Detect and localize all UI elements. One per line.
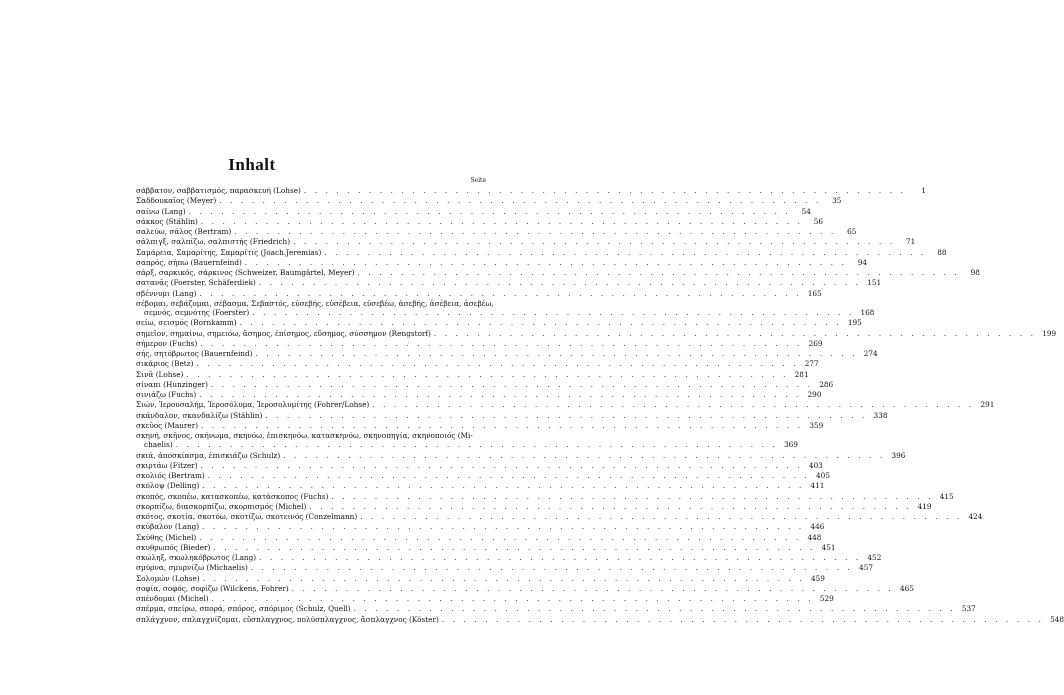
toc-entry: [136, 410, 888, 421]
dot-leader: . . . . . . . . . . . . . . . . . . . . . . . . . . . . . . . . . . . . . . . . . . . . . . . . . . . . . . . .: [202, 574, 805, 583]
toc-entry: [136, 563, 873, 573]
toc-entry-page: 424: [968, 512, 983, 521]
toc-entry-title: σκηνή, σκῆνος, σκήνωμα, σκηνόω, ἐπισκηνόω, κατασκηνόω, σκηνοπηγία, σκηνοποιός (Mi-: [136, 431, 473, 440]
dot-leader: . . . . . . . . . . . . . . . . . . . . . . . . . . . . . . . . . . . . . . . . . . . . . . . . . . . . . . . .: [331, 492, 934, 501]
toc-entry-title: σπλάγχνον, σπλαγχνίζομαι, εὔσπλαγχνος, πολύσπλαγχνος, ἄσπλαγχνος (Köster): [136, 614, 439, 624]
toc-entry-title: σαλεύω, σάλος (Bertram): [136, 227, 232, 236]
toc-entry-page: 451: [821, 542, 836, 552]
toc-entry: [136, 431, 798, 451]
dot-leader: . . . . . . . . . . . . . . . . . . . . . . . . . . . . . . . . . . . . . . . . . . . . . . . . . . . . . . . .: [207, 472, 810, 480]
toc-entry-page: 277: [804, 359, 819, 369]
toc-entry: [136, 288, 822, 299]
toc-entry-title: σινιάζω (Fuchs): [136, 390, 197, 399]
toc-entry: [136, 369, 809, 380]
dot-leader: . . . . . . . . . . . . . . . . . . . . . . . . . . . . . . . . . . . . . . . . . . . . . . . . . . . . . . . .: [360, 513, 963, 521]
dot-leader: . . . . . . . . . . . . . . . . . . . . . . . . . . . . . . . . . . . . . . . . . . . . . . . . . . . . . . . .: [211, 595, 814, 603]
toc-entry-page: 465: [900, 583, 914, 593]
toc-entry-page: 548: [1050, 614, 1064, 624]
toc-entry-page: 459: [810, 573, 825, 583]
toc-entry-title: σάρξ, σαρκικός, σάρκινος (Schweizer, Baumgärtel, Meyer): [136, 268, 355, 277]
toc-entry-page: 65: [847, 227, 857, 236]
dot-leader: . . . . . . . . . . . . . . . . . . . . . . . . . . . . . . . . . . . . . . . . . . . . . . . . . . . . . . . .: [309, 502, 912, 511]
dot-leader: . . . . . . . . . . . . . . . . . . . . . . . . . . . . . . . . . . . . . . . . . . . . . . . . . . . . . . . .: [293, 238, 896, 247]
toc-entry-page: 452: [867, 553, 882, 562]
dot-leader: . . . . . . . . . . . . . . . . . . . . . . . . . . . . . . . . . . . . . . . . . . . . . . . . . . . . . . . .: [200, 339, 803, 348]
toc-entry-title: σίναπι (Hunzinger): [136, 379, 208, 389]
toc-entry-title: σκάνδαλον, σκανδαλίζω (Stählin): [136, 410, 263, 420]
toc-entry-title: σκεῦος (Maurer): [136, 420, 199, 430]
toc-entry: [136, 481, 825, 491]
toc-entry-title: σείω, σεισμός (Bornkamm): [136, 318, 237, 328]
dot-leader: . . . . . . . . . . . . . . . . . . . . . . . . . . . . . . . . . . . . . . . . . . . . . . . . . . . . . . . .: [255, 350, 858, 358]
toc-entry-title: σκορπίζω, διασκορπίζω, σκορπισμός (Michel): [136, 501, 307, 511]
toc-entry-page: 1: [921, 186, 927, 195]
toc-entry: [136, 512, 983, 522]
dot-leader: . . . . . . . . . . . . . . . . . . . . . . . . . . . . . . . . . . . . . . . . . . . . . . . . . . . . . . . .: [433, 329, 1037, 338]
toc-entry-title: σκύβαλον (Lang): [136, 522, 200, 532]
toc-entry: [136, 501, 932, 512]
toc-entry-page: 359: [809, 420, 824, 430]
dot-leader: . . . . . . . . . . . . . . . . . . . . . . . . . . . . . . . . . . . . . . . . . . . . . . . . . . . . . . . .: [202, 482, 805, 491]
toc-entry: [136, 268, 980, 278]
toc-entry: [136, 532, 822, 543]
toc-entry-title: Σιών, Ἰερουσαλήμ, Ἱεροσόλυμα, Ἱεροσολυμίτης (Fohrer/Lohse): [136, 400, 370, 410]
toc-entry-title: σάββατον, σαββατισμός, παρασκευή (Lohse): [136, 186, 301, 195]
toc-entry-title: σικάριος (Betz): [136, 359, 194, 369]
toc-entry: [136, 237, 916, 247]
dot-leader: . . . . . . . . . . . . . . . . . . . . . . . . . . . . . . . . . . . . . . . . . . . . . . . . . . . . . . . .: [303, 187, 907, 195]
toc-entry: [136, 338, 823, 349]
toc-entry: [136, 298, 875, 319]
dot-leader: . . . . . . . . . . . . . . . . . . . . . . . . . . . . . . . . . . . . . . . . . . . . . . . . . . . . . . . .: [252, 309, 855, 317]
toc-entry-page: 396: [891, 450, 906, 460]
toc-entry: [136, 542, 836, 553]
toc-entry-page: 411: [810, 481, 825, 491]
toc-entry-title: σαίνω (Lang): [136, 206, 186, 216]
toc-entry-title: Σκύθης (Michel): [136, 532, 197, 542]
toc-entry-page: 281: [794, 369, 809, 379]
dot-leader: . . . . . . . . . . . . . . . . . . . . . . . . . . . . . . . . . . . . . . . . . . . . . . . . . . . . . . . .: [211, 380, 814, 389]
toc-entry-page: 71: [906, 237, 916, 247]
toc-entry-title: σατανᾶς (Foerster, Schäferdiek): [136, 278, 256, 288]
toc-entry-page: 98: [970, 268, 980, 277]
dot-leader: . . . . . . . . . . . . . . . . . . . . . . . . . . . . . . . . . . . . . . . . . . . . . . . . . . . . . . . .: [186, 370, 789, 379]
toc-entry-title: σάλπιγξ, σαλπίζω, σαλπιστής (Friedrich): [136, 237, 291, 247]
toc-entry: [136, 349, 878, 359]
dot-leader: . . . . . . . . . . . . . . . . . . . . . . . . . . . . . . . . . . . . . . . . . . . . . . . . . . . . . . . .: [244, 258, 848, 267]
table-of-contents: [136, 186, 1064, 625]
dot-leader: . . . . . . . . . . . . . . . . . . . . . . . . . . . . . . . . . . . . . . . . . . . . . . . . . . . . . . . .: [201, 421, 804, 430]
toc-entry-page: 448: [807, 532, 822, 542]
toc-entry: [136, 379, 834, 390]
toc-entry: [136, 583, 914, 594]
toc-entry: [136, 420, 824, 431]
toc-entry-title: Σαμάρεια, Σαμαρίτης, Σαμαρῖτις (Joach.Jeremias): [136, 247, 322, 257]
toc-entry: [136, 471, 830, 481]
dot-leader: . . . . . . . . . . . . . . . . . . . . . . . . . . . . . . . . . . . . . . . . . . . . . . . . . . . . . . . .: [199, 391, 802, 399]
toc-entry: [136, 247, 947, 258]
toc-entry: [136, 216, 824, 227]
dot-leader: . . . . . . . . . . . . . . . . . . . . . . . . . . . . . . . . . . . . . . . . . . . . . . . . . . . . . . . .: [199, 533, 802, 542]
toc-entry-page: 94: [857, 257, 868, 267]
toc-entry: [136, 594, 834, 604]
dot-leader: . . . . . . . . . . . . . . . . . . . . . . . . . . . . . . . . . . . . . . . . . . . . . . . . . . . . . . . .: [372, 401, 975, 410]
toc-entry: [136, 553, 882, 563]
toc-entry-title: σπέρμα, σπείρω, σπορά, σπόρος, σπόριμος (Schulz, Quell): [136, 604, 351, 614]
dot-leader: . . . . . . . . . . . . . . . . . . . . . . . . . . . . . . . . . . . . . . . . . . . . . . . . . . . . . . . .: [196, 360, 799, 369]
toc-entry-page: 537: [961, 604, 976, 614]
toc-entry: [136, 186, 927, 196]
toc-entry: [136, 614, 1064, 625]
dot-leader: . . . . . . . . . . . . . . . . . . . . . . . . . . . . . . . . . . . . . . . . . . . . . . . . . . . . . . . .: [234, 228, 837, 236]
toc-entry-page: 405: [816, 471, 830, 480]
toc-entry-title: σκότος, σκοτία, σκοτόω, σκοτίζω, σκοτεινός (Conzelmann): [136, 512, 358, 521]
toc-entry-title: σκιά, ἀποσκίασμα, ἐπισκιάζω (Schulz): [136, 450, 281, 460]
toc-entry-page: 419: [917, 501, 932, 511]
toc-entry: [136, 206, 811, 217]
toc-entry-title: σκώληξ, σκωληκόβρωτος (Lang): [136, 553, 257, 562]
toc-entry-page: 165: [807, 288, 822, 298]
toc-entry-page: 269: [808, 338, 823, 348]
dot-leader: . . . . . . . . . . . . . . . . . . . . . . . . . . . . . . . . . . . . . . . . . . . . . . . . . . . . . . . .: [188, 207, 791, 216]
toc-entry: [136, 359, 819, 369]
toc-entry-title: Σαδδουκαῖος (Meyer): [136, 196, 217, 206]
toc-entry-page: 88: [937, 247, 947, 257]
toc-entry: [136, 390, 822, 400]
toc-entry: [136, 522, 825, 532]
toc-entry-page: 274: [863, 349, 878, 358]
toc-entry-page: 338: [873, 410, 888, 420]
toc-entry-page: 403: [808, 460, 823, 470]
toc-entry-title: σής, σητόβρωτος (Bauernfeind): [136, 349, 253, 358]
toc-entry: [136, 604, 976, 614]
dot-leader: . . . . . . . . . . . . . . . . . . . . . . . . . . . . . . . . . . . . . . . . . . . . . . . . . . . . . . . .: [258, 279, 862, 288]
toc-entry: [136, 278, 882, 288]
dot-leader: . . . . . . . . . . . . . . . . . . . . . . . . . . . . . . . . . . . . . . . . . . . . . . . . . . . . . . . .: [250, 564, 853, 573]
toc-entry-page: 195: [847, 318, 862, 328]
toc-entry-title: σέβομαι, σεβάζομαι, σέβασμα, Σεβαστός, εὐσεβής, εὐσέβεια, εὐσεβέω, ἀσεβής, ἀσέβεια, ἀσεβέω,: [136, 298, 494, 308]
dot-leader: . . . . . . . . . . . . . . . . . . . . . . . . . . . . . . . . . . . . . . . . . . . . . . . . . . . . . . . .: [219, 197, 822, 206]
toc-entry-title: Σινᾶ (Lohse): [136, 369, 184, 379]
toc-entry-title: σμύρνα, σμυρνίζω (Michaelis): [136, 563, 248, 573]
toc-entry-page: 457: [859, 563, 873, 573]
toc-entry-title: σκιρτάω (Fitzer): [136, 460, 198, 470]
toc-entry-page: 286: [819, 379, 834, 389]
dot-leader: . . . . . . . . . . . . . . . . . . . . . . . . . . . . . . . . . . . . . . . . . . . . . . . . . . . . . . . .: [259, 554, 862, 562]
toc-entry: [136, 328, 1057, 339]
toc-entry-title: Σολομών (Lohse): [136, 573, 200, 583]
toc-entry-title: σκυθρωπός (Bieder): [136, 542, 211, 552]
dot-leader: . . . . . . . . . . . . . . . . . . . . . . . . . . . . . . . . . . . . . . . . . . . . . . . . . . . . . . . .: [265, 411, 868, 420]
toc-entry-page: 529: [819, 594, 834, 603]
toc-entry: [136, 400, 995, 410]
toc-entry-title: σκολιός (Bertram): [136, 471, 205, 480]
dot-leader: . . . . . . . . . . . . . . . . . . . . . . . . . . . . . . . . . . . . . . . . . . . . . . . . . . . . . . . .: [357, 269, 960, 277]
toc-entry-title: σοφία, σοφός, σοφίζω (Wilckens, Fohrer): [136, 583, 289, 593]
dot-leader: . . . . . . . . . . . . . . . . . . . . . . . . . . . . . . . . . . . . . . . . . . . . . . . . . . . . . . . .: [175, 441, 778, 450]
dot-leader: . . . . . . . . . . . . . . . . . . . . . . . . . . . . . . . . . . . . . . . . . . . . . . . . . . . . . . . .: [200, 217, 804, 226]
toc-entry-title: σκοπός, σκοπέω, κατασκοπέω, κατάσκοπος (Fuchs): [136, 491, 329, 501]
toc-entry-title-continued: σεμνός, σεμνότης (Foerster): [144, 308, 250, 317]
dot-leader: . . . . . . . . . . . . . . . . . . . . . . . . . . . . . . . . . . . . . . . . . . . . . . . . . . . . . . . .: [441, 615, 1045, 624]
toc-entry-page: 151: [867, 278, 882, 288]
dot-leader: . . . . . . . . . . . . . . . . . . . . . . . . . . . . . . . . . . . . . . . . . . . . . . . . . . . . . . . .: [213, 543, 816, 552]
toc-entry-title: σαπρός, σήπω (Bauernfeind): [136, 257, 242, 267]
dot-leader: . . . . . . . . . . . . . . . . . . . . . . . . . . . . . . . . . . . . . . . . . . . . . . . . . . . . . . . .: [199, 289, 802, 298]
toc-entry-page: 56: [813, 216, 824, 226]
toc-entry-title: σβέννυμι (Lang): [136, 288, 197, 298]
toc-entry-page: 35: [832, 196, 842, 206]
toc-entry: [136, 450, 906, 461]
toc-entry-title: σκόλοψ (Delling): [136, 481, 200, 491]
dot-leader: . . . . . . . . . . . . . . . . . . . . . . . . . . . . . . . . . . . . . . . . . . . . . . . . . . . . . . . .: [202, 523, 805, 532]
toc-entry: [136, 491, 954, 502]
toc-entry: [136, 257, 868, 268]
dot-leader: . . . . . . . . . . . . . . . . . . . . . . . . . . . . . . . . . . . . . . . . . . . . . . . . . . . . . . . .: [239, 319, 842, 328]
toc-entry-page: 168: [860, 308, 875, 317]
toc-entry: [136, 196, 842, 206]
toc-entry-page: 54: [801, 206, 811, 216]
toc-entry-page: 290: [807, 390, 822, 399]
toc-entry-page: 291: [980, 400, 995, 410]
toc-entry: [136, 573, 825, 584]
toc-entry: [136, 227, 857, 237]
toc-entry-title: σπένδομαι (Michel): [136, 594, 209, 603]
toc-entry-page: 369: [783, 440, 798, 450]
toc-entry: [136, 460, 823, 471]
toc-entry-title: σημεῖον, σημαίνω, σημειόω, ἄσημος, ἐπίσημος, εὔσημος, σύσσημον (Rengstorf): [136, 328, 431, 338]
toc-entry-title: σάκκος (Stählin): [136, 216, 198, 226]
dot-leader: . . . . . . . . . . . . . . . . . . . . . . . . . . . . . . . . . . . . . . . . . . . . . . . . . . . . . . . .: [200, 461, 803, 470]
toc-entry-page: 415: [939, 491, 954, 501]
dot-leader: . . . . . . . . . . . . . . . . . . . . . . . . . . . . . . . . . . . . . . . . . . . . . . . . . . . . . . . .: [291, 584, 894, 593]
toc-entry-title: σήμερον (Fuchs): [136, 338, 198, 348]
page-title: Inhalt: [228, 155, 276, 174]
dot-leader: . . . . . . . . . . . . . . . . . . . . . . . . . . . . . . . . . . . . . . . . . . . . . . . . . . . . . . . .: [324, 248, 927, 257]
dot-leader: . . . . . . . . . . . . . . . . . . . . . . . . . . . . . . . . . . . . . . . . . . . . . . . . . . . . . . . .: [283, 451, 886, 460]
toc-entry-title-continued: chaelis): [144, 440, 173, 450]
toc-entry-page: 199: [1042, 328, 1057, 338]
toc-entry-page: 446: [810, 522, 825, 532]
toc-entry: [136, 318, 862, 328]
page-column-header: Seite: [470, 177, 486, 184]
dot-leader: . . . . . . . . . . . . . . . . . . . . . . . . . . . . . . . . . . . . . . . . . . . . . . . . . . . . . . . .: [353, 605, 956, 614]
